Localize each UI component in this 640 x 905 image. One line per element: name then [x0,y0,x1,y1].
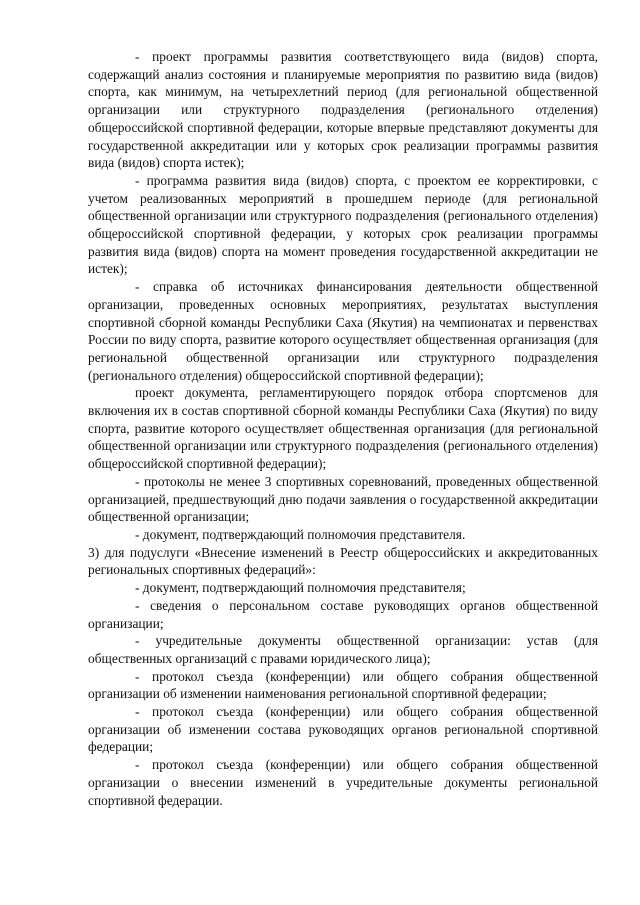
paragraph-protocol-governance-change: - протокол съезда (конференции) или общего собрания общественной организации об изменении состава руководящих органов региональной спортивной федерации; [88,704,598,755]
paragraph-representative-document-2: - документ, подтверждающий полномочия представителя; [135,580,466,596]
paragraph-competition-protocols: - протоколы не менее 3 спортивных соревнований, проведенных общественной организацией, предшествующий дню подачи заявления о государственной аккредитации общественной организации; [88,473,598,525]
paragraph-financing-certificate: - справка об источниках финансирования деятельности общественной организации, проведенных основных мероприятиях, результатах выступления спортивной сборной команды Республики Саха (Якутия) на чемпионатах и первенствах России по виду спорта, развитие которого осуществляет общественная организация (для региональной общественной организации или структурного подразделения (регионального отделения) общероссийской спортивной федерации); [88,279,598,383]
paragraph-protocol-charter-change: - протокол съезда (конференции) или общего собрания общественной организации о внесении изменений в учредительные документы региональной спортивной федерации. [88,757,598,808]
paragraph-protocol-name-change: - протокол съезда (конференции) или общего собрания общественной организации об изменении наименования региональной спортивной федерации; [88,668,598,702]
paragraph-program-correction: - программа развития вида (видов) спорта, с проектом ее корректировки, с учетом реализованных мероприятий в прошедшем периоде (для региональной общественной организации или структурного подразделения (регионального отделения) общероссийской спортивной федерации, у которых срок реализации программы развития вида (видов) спорта на момент проведения государственной аккредитации не истек); [88,172,598,277]
document-page [88,48,598,809]
paragraph-representative-document: - документ, подтверждающий полномочия представителя. [135,526,466,542]
paragraph-selection-document: проект документа, регламентирующего порядок отбора спортсменов для включения их в состав спортивной сборной команды Республики Саха (Якутия) по виду спорта, развитие которого осуществляет общественная организация (для региональной общественной организации или структурного подразделения (регионального отделения) общероссийской спортивной федерации); [88,385,598,472]
paragraph-program-project: - проект программы развития соответствующего вида (видов) спорта, содержащий анализ состояния и планируемые мероприятия по развитию вида (видов) спорта, как минимум, на четырехлетний период (для региональной общественной организации или структурного подразделения (регионального отделения) общероссийской спортивной федерации, которые впервые представляют документы для государственной аккредитации или у которых срок реализации программы развития вида (видов) спорта истек); [88,49,598,171]
paragraph-subservice-heading: 3) для подуслуги «Внесение изменений в Реестр общероссийских и аккредитованных региональных спортивных федераций»: [88,544,598,578]
paragraph-personnel-info: - сведения о персональном составе руководящих органов общественной организации; [88,597,598,631]
paragraph-founding-documents: - учредительные документы общественной организации: устав (для общественных организаций с правами юридического лица); [88,633,598,666]
